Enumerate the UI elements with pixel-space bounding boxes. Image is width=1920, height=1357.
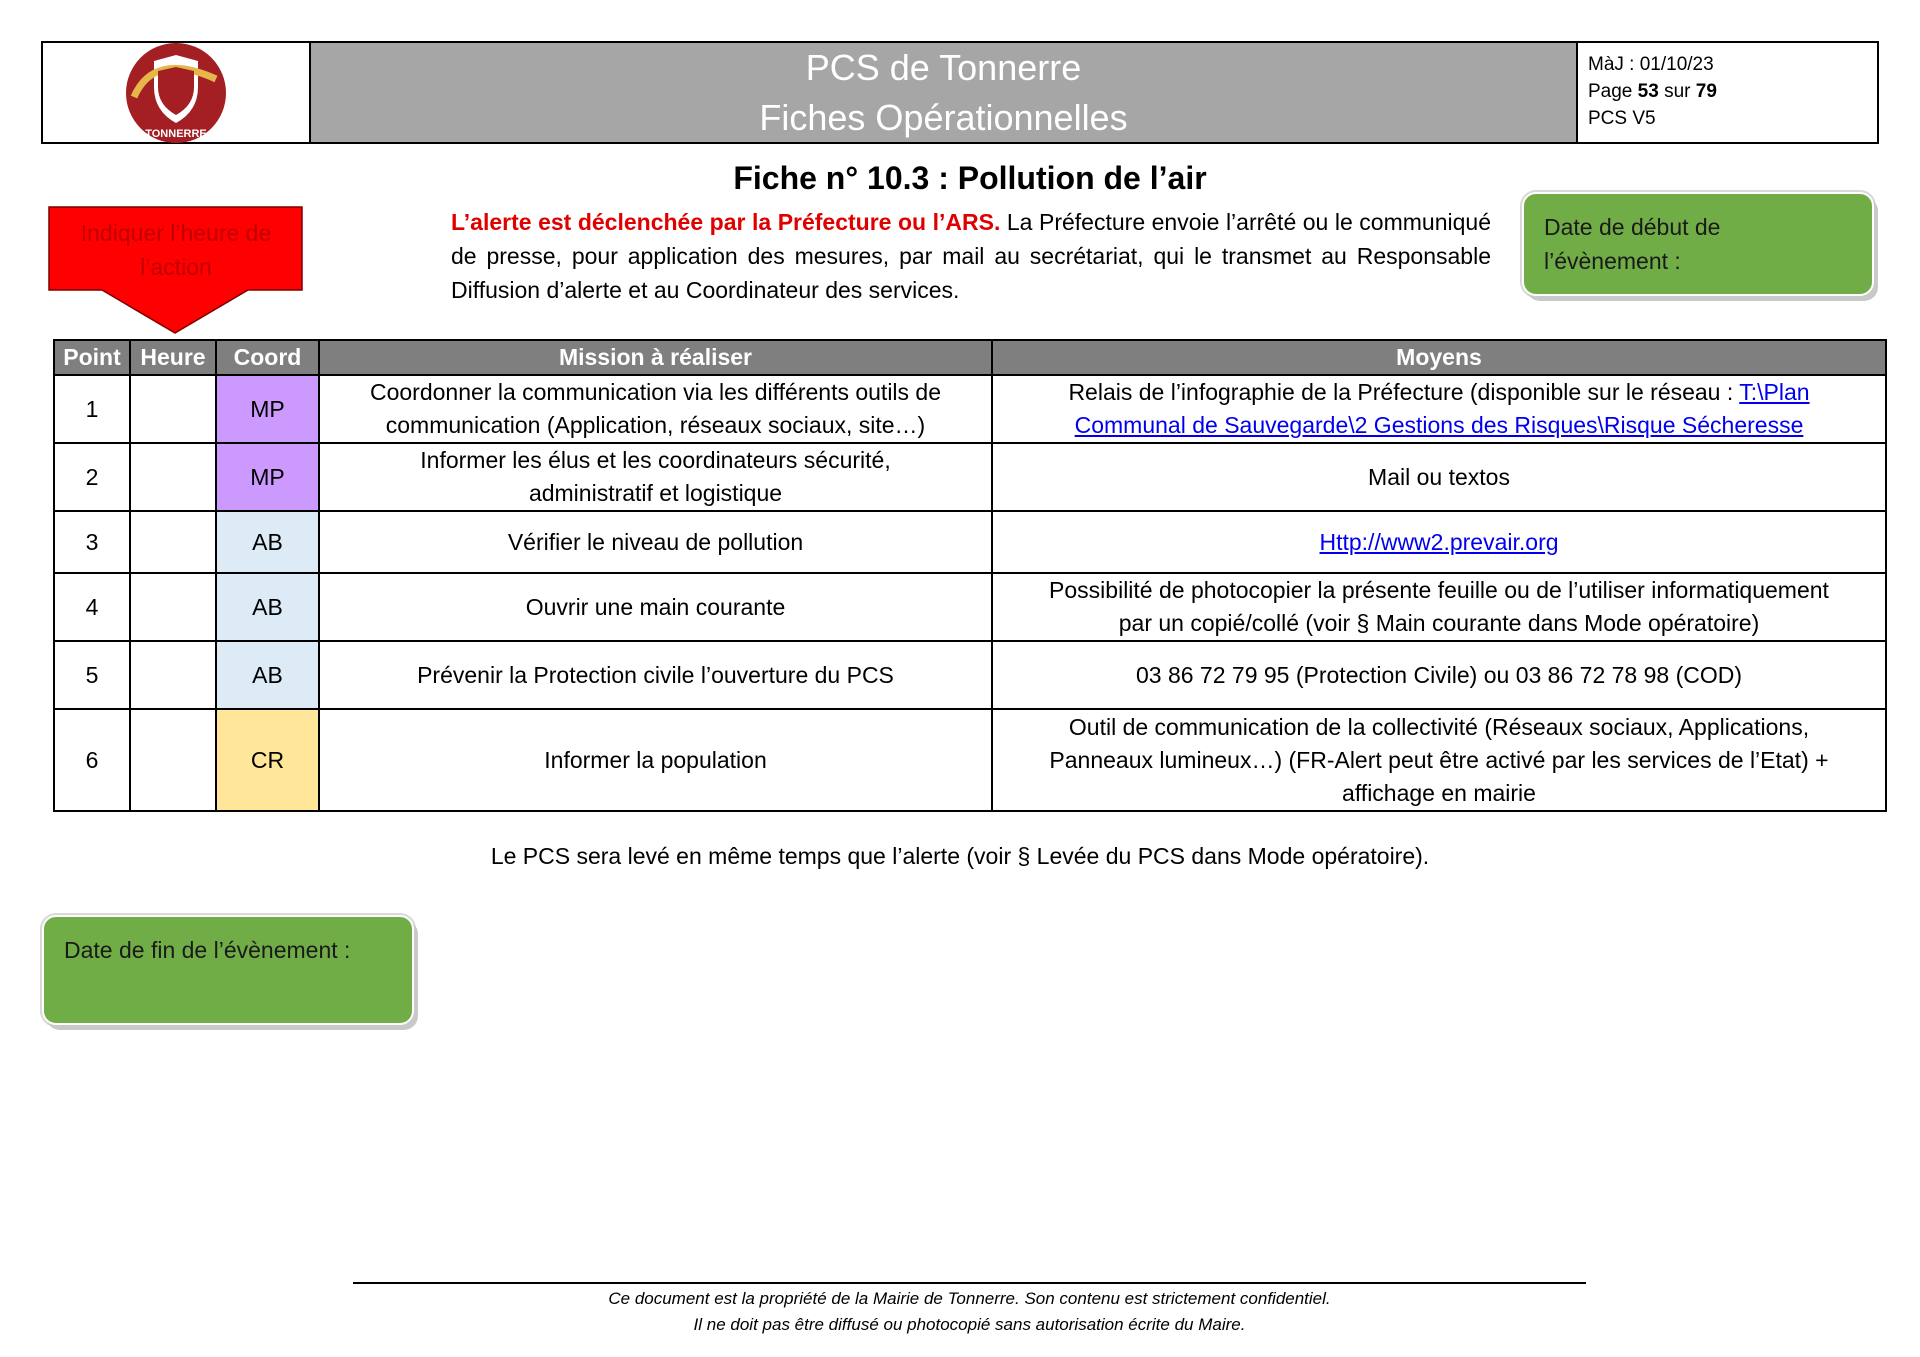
row-heure[interactable] — [130, 511, 216, 573]
row-moyens — [992, 709, 1886, 811]
row-heure[interactable] — [130, 573, 216, 641]
page-number — [1588, 78, 1867, 105]
table-row — [54, 375, 1886, 443]
update-date: MàJ : 01/10/23 — [1588, 54, 1714, 75]
table-header-row — [54, 340, 1886, 375]
col-header-mission: Mission à réaliser — [319, 340, 992, 375]
intro-paragraph — [451, 205, 1491, 307]
footer-divider — [353, 1282, 1586, 1284]
row-heure[interactable] — [130, 443, 216, 511]
prevair-link[interactable]: Http://www2.prevair.org — [1319, 528, 1559, 555]
table-row — [54, 709, 1886, 811]
table-row — [54, 573, 1886, 641]
col-header-heure: Heure — [130, 340, 216, 375]
row-coord: AB — [216, 511, 319, 573]
end-box-label: Date de fin de l’évènement : — [64, 937, 351, 963]
fiche-title: Fiche n° 10.3 : Pollution de l’air — [733, 160, 1207, 196]
row-point: 6 — [54, 709, 130, 811]
col-header-point: Point — [54, 340, 130, 375]
row-mission: Informer la population — [319, 709, 992, 811]
footer-line1: Ce document est la propriété de la Mairie de Tonnerre. Son contenu est strictement confidentiel. — [608, 1289, 1331, 1308]
row-moyens: Mail ou textos — [992, 443, 1886, 511]
logo-text: TONNERRE — [145, 127, 207, 140]
closing-note: Le PCS sera levé en même temps que l’alerte (voir § Levée du PCS dans Mode opératoire). — [490, 843, 1430, 869]
row-coord: CR — [216, 709, 319, 811]
footer-line2: Il ne doit pas être diffusé ou photocopié sans autorisation écrite du Maire. — [693, 1315, 1246, 1334]
mission-line: Coordonner la communication via les différents outils de — [369, 379, 942, 405]
mission-line: administratif et logistique — [528, 480, 783, 506]
event-start-date-box[interactable] — [1522, 192, 1874, 296]
network-path-link-cont[interactable]: Communal de Sauvegarde\2 Gestions des Risques\Risque Sécheresse — [1074, 412, 1804, 438]
row-coord: MP — [216, 375, 319, 443]
row-coord: AB — [216, 641, 319, 709]
row-point: 1 — [54, 375, 130, 443]
row-point: 3 — [54, 511, 130, 573]
missions-table — [53, 339, 1887, 812]
row-heure[interactable] — [130, 709, 216, 811]
table-row — [54, 511, 1886, 573]
moyens-line: affichage en mairie — [1342, 779, 1536, 806]
row-point: 4 — [54, 573, 130, 641]
tonnerre-logo — [124, 41, 228, 145]
document-header — [41, 41, 1879, 144]
row-mission — [319, 443, 992, 511]
col-header-coord: Coord — [216, 340, 319, 375]
moyens-line: Outil de communication de la collectivité (Réseaux sociaux, Applications, — [1068, 713, 1810, 740]
row-moyens — [992, 375, 1886, 443]
row-mission: Ouvrir une main courante — [319, 573, 992, 641]
intro-alert-lead: L’alerte est déclenchée par la Préfecture ou l’ARS. — [451, 209, 1001, 235]
footer-notice — [353, 1286, 1586, 1338]
row-mission — [319, 375, 992, 443]
pcs-version: PCS V5 — [1588, 108, 1656, 129]
intro-rest: La Préfecture envoie l’arrêté ou le communiqué de presse, pour application des mesures, par mail au secrétariat, qui le transmet au Responsable Diffusion d’alerte et au Coordinateur des services. — [451, 209, 1491, 303]
callout-line2: l’action — [140, 254, 212, 280]
header-title — [311, 43, 1578, 142]
table-row — [54, 443, 1886, 511]
page-total: 79 — [1695, 81, 1717, 102]
row-moyens — [992, 511, 1886, 573]
moyens-line: Panneaux lumineux…) (FR-Alert peut être activé par les services de l’Etat) + — [1049, 746, 1829, 773]
moyens-text: Relais de l’infographie de la Préfecture (disponible sur le réseau : — [1068, 379, 1740, 405]
row-heure[interactable] — [130, 375, 216, 443]
row-coord: MP — [216, 443, 319, 511]
mission-line: Informer les élus et les coordinateurs sécurité, — [420, 447, 891, 473]
callout-text — [50, 216, 302, 284]
callout-line1: Indiquer l’heure de — [80, 220, 272, 246]
row-mission: Prévenir la Protection civile l’ouverture du PCS — [319, 641, 992, 709]
network-path-link[interactable]: T:\Plan — [1739, 379, 1810, 405]
page-mid: sur — [1664, 81, 1691, 102]
row-mission: Vérifier le niveau de pollution — [319, 511, 992, 573]
row-point: 2 — [54, 443, 130, 511]
page-current: 53 — [1637, 81, 1659, 102]
row-point: 5 — [54, 641, 130, 709]
table-row — [54, 641, 1886, 709]
start-box-line2: l’évènement : — [1544, 248, 1681, 274]
header-title-line2: Fiches Opérationnelles — [759, 96, 1128, 138]
page-prefix: Page — [1588, 81, 1633, 102]
moyens-line: Possibilité de photocopier la présente feuille ou de l’utiliser informatiquement — [1049, 577, 1829, 603]
event-end-date-box[interactable] — [42, 915, 414, 1025]
header-meta — [1578, 43, 1877, 142]
col-header-moyens: Moyens — [992, 340, 1886, 375]
header-title-line1: PCS de Tonnerre — [805, 46, 1082, 88]
row-coord: AB — [216, 573, 319, 641]
mission-line: communication (Application, réseaux sociaux, site…) — [385, 412, 926, 438]
logo-cell — [43, 43, 311, 142]
start-box-line1: Date de début de — [1544, 214, 1721, 240]
row-moyens — [992, 573, 1886, 641]
moyens-line: par un copié/collé (voir § Main courante dans Mode opératoire) — [1118, 610, 1760, 636]
row-moyens: 03 86 72 79 95 (Protection Civile) ou 03 86 72 78 98 (COD) — [992, 641, 1886, 709]
row-heure[interactable] — [130, 641, 216, 709]
